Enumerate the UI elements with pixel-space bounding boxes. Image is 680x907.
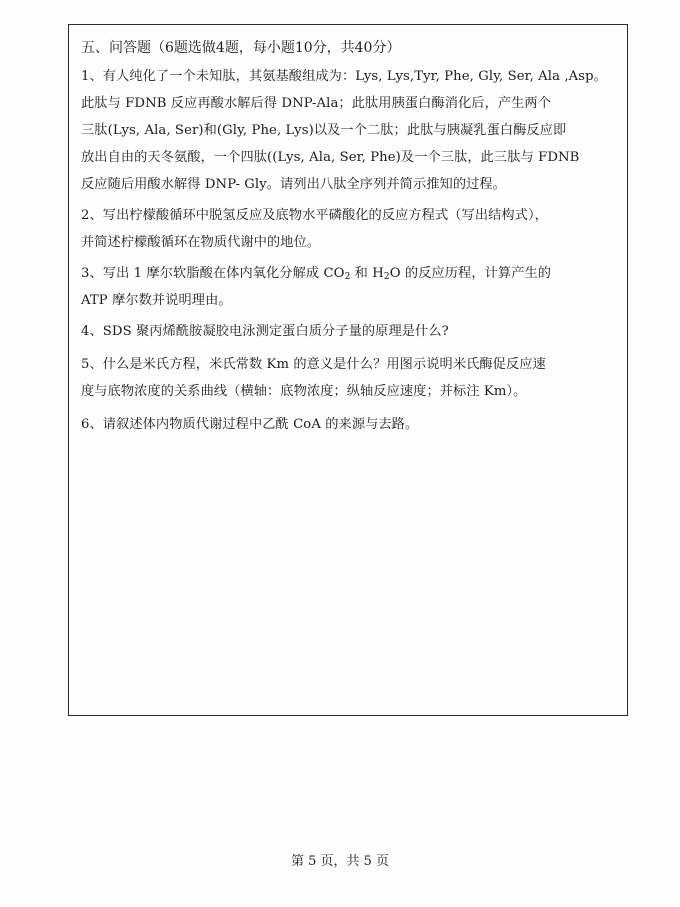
question-1-line-1: 1、有人纯化了一个未知肽，其氨基酸组成为：Lys, Lys,Tyr, Phe, Gly, Ser, Ala ,Asp。 xyxy=(81,69,607,84)
question-5-line-2: 度与底物浓度的关系曲线（横轴：底物浓度；纵轴反应速度；并标注 Km）。 xyxy=(81,384,527,399)
question-3-text-pre: 3、写出 1 摩尔软脂酸在体内氧化分解成 CO xyxy=(81,266,345,281)
question-4 xyxy=(81,318,617,345)
question-content xyxy=(81,37,617,442)
question-1 xyxy=(81,63,617,198)
question-2-line-1: 2、写出柠檬酸循环中脱氢反应及底物水平磷酸化的反应方程式（写出结构式）， xyxy=(81,208,548,223)
question-1-line-5: 反应随后用酸水解得 DNP- Gly。请列出八肽全序列并简示推知的过程。 xyxy=(81,177,506,192)
question-3-text-mid: 和 H xyxy=(350,266,384,281)
question-1-line-3: 三肽(Lys, Ala, Ser)和(Gly, Phe, Lys)以及一个二肽；此肽与胰凝乳蛋白酶反应即 xyxy=(81,123,567,138)
question-6-line-1: 6、请叙述体内物质代谢过程中乙酰 CoA 的来源与去路。 xyxy=(81,417,419,432)
question-3-text-post: O 的反应历程，计算产生的 xyxy=(389,266,552,281)
question-4-line-1: 4、SDS 聚丙烯酰胺凝胶电泳测定蛋白质分子量的原理是什么? xyxy=(81,324,449,339)
question-3 xyxy=(81,260,617,314)
question-5-line-1: 5、什么是米氏方程，米氏常数 Km 的意义是什么？用图示说明米氏酶促反应速 xyxy=(81,357,546,372)
question-2-line-2: 并简述柠檬酸循环在物质代谢中的地位。 xyxy=(81,235,321,250)
question-1-line-2: 此肽与 FDNB 反应再酸水解后得 DNP-Ala；此肽用胰蛋白酶消化后，产生两个 xyxy=(81,96,552,111)
co2-subscript: 2 xyxy=(344,272,351,282)
question-frame xyxy=(68,24,628,716)
page-footer: 第 5 页，共 5 页 xyxy=(290,854,390,869)
h2o-subscript: 2 xyxy=(383,272,390,282)
question-1-line-4: 放出自由的天冬氨酸，一个四肽((Lys, Ala, Ser, Phe)及一个三肽，此三肽与 FDNB xyxy=(81,150,580,165)
section-heading: 五、问答题（6题选做4题，每小题10分，共40分） xyxy=(81,40,401,56)
question-5 xyxy=(81,351,617,405)
question-3-line-1 xyxy=(81,260,617,287)
question-6 xyxy=(81,411,617,438)
question-3-line-2: ATP 摩尔数并说明理由。 xyxy=(81,293,232,308)
question-2 xyxy=(81,202,617,256)
